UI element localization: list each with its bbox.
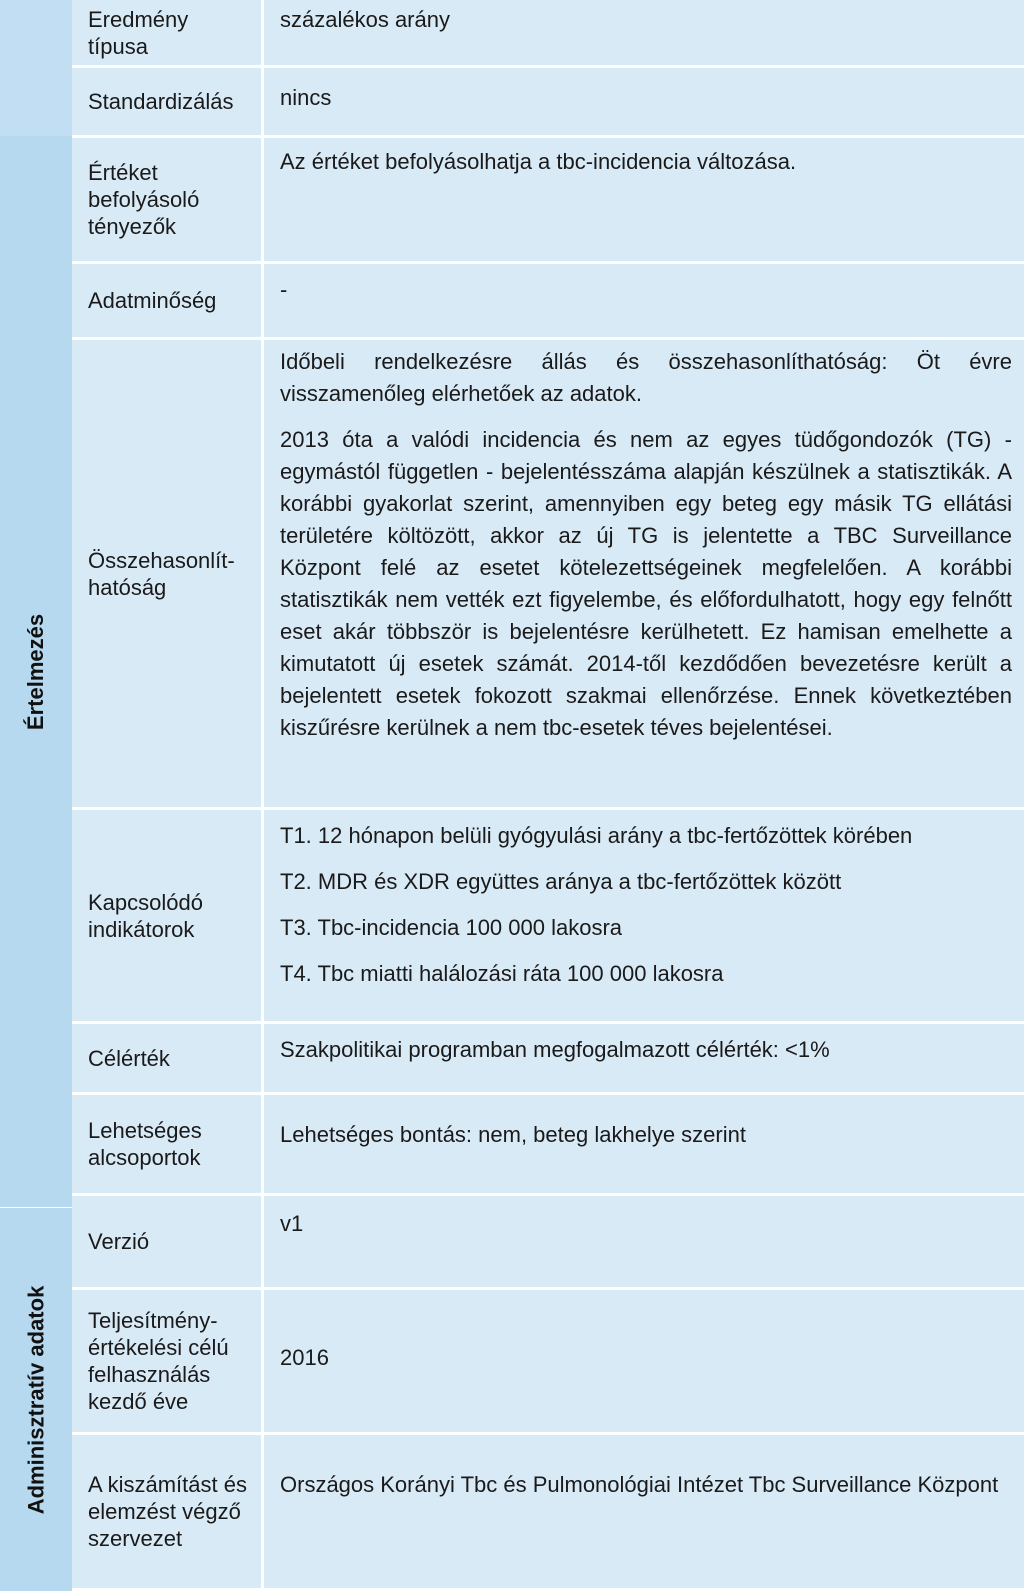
- row-label-eredmeny-tipusa: Eredmény típusa: [72, 0, 264, 68]
- list-item: T4. Tbc miatti halálozási ráta 100 000 lakosra: [280, 961, 724, 986]
- section-label-adminisztrativ: Adminisztratív adatok: [23, 1285, 49, 1514]
- row-value-szervezet: [264, 1435, 1024, 1591]
- list-item: T1. 12 hónapon belüli gyógyulási arány a tbc-fertőzöttek körében: [280, 823, 913, 848]
- row-value-kapcsolodo-indikatorok: [264, 810, 1024, 1024]
- row-label-szervezet: A kiszámítást és elemzést végző szervezet: [72, 1435, 264, 1591]
- row-value-adatminoseg: -: [264, 264, 1024, 340]
- row-label-verzio: Verzió: [72, 1196, 264, 1290]
- row-label-adatminoseg: Adatminőség: [72, 264, 264, 340]
- section-label-ertelmezes: Értelmezés: [23, 613, 48, 731]
- row-label-kapcsolodo-indikatorok: Kapcsolódó indikátorok: [72, 810, 264, 1024]
- section-ertelmezes: [0, 136, 72, 1208]
- row-value-celertek: Szakpolitikai programban megfogalmazott célérték: <1%: [264, 1024, 1024, 1095]
- row-label-osszehasonlithatosag: Összehasonlít-hatóság: [72, 340, 264, 810]
- section-band-top: [0, 0, 72, 136]
- row-value-kezdo-ev: 2016: [264, 1290, 1024, 1435]
- list-item: T3. Tbc-incidencia 100 000 lakosra: [280, 915, 623, 940]
- row-label-celertek: Célérték: [72, 1024, 264, 1095]
- paragraph-modszertani-valtozas: 2013 óta a valódi incidencia és nem az egyes tüdőgondozók (TG) - egymástól független - bejelentésszáma alapján készülnek a statisztikák. A korábbi gyakorlat szerint, amennyiben egy beteg egy másik TG ellátási területére költözött, akkor az új TG is jelentette a TBC Surveillance Központ felé az esetet kötelezettségeinek megfelelően. A korábbi statisztikák nem vették ezt figyelembe, és előfordulhatott, hogy egy felnőtt eset akár többször is bejelentésre kerülhetett. Ez hamisan emelhette a kimutatott új esetek számát. 2014-től kezdődően bevezetésre került a bejelentett esetek fokozott szakmai ellenőrzése. Ennek következtében kiszűrésre kerülnek a nem tbc-esetek téves bejelentései.: [280, 427, 1012, 740]
- section-adminisztrativ: [0, 1208, 72, 1591]
- indicator-table: [72, 0, 1024, 1591]
- list-item: T2. MDR és XDR együttes aránya a tbc-fertőzöttek között: [280, 869, 842, 894]
- row-label-befolyasolo-tenyezok: Értéket befolyásoló tényezők: [72, 138, 264, 264]
- row-label-kezdo-ev: Teljesítmény-értékelési célú felhasználás kezdő éve: [72, 1290, 264, 1435]
- szervezet-text: Országos Korányi Tbc és Pulmonológiai Intézet Tbc Surveillance Központ: [280, 1472, 999, 1497]
- row-label-standardizalas: Standardizálás: [72, 68, 264, 138]
- row-value-alcsoportok: Lehetséges bontás: nem, beteg lakhelye szerint: [264, 1095, 1024, 1196]
- paragraph-idobeli-rendelkezesre-allas: Időbeli rendelkezésre állás és összehasonlíthatóság: Öt évre visszamenőleg elérhetőek az adatok.: [280, 349, 1012, 406]
- row-value-befolyasolo-tenyezok: Az értéket befolyásolhatja a tbc-incidencia változása.: [264, 138, 1024, 264]
- row-value-osszehasonlithatosag: [264, 340, 1024, 810]
- row-value-verzio: v1: [264, 1196, 1024, 1290]
- row-label-alcsoportok: Lehetséges alcsoportok: [72, 1095, 264, 1196]
- row-value-eredmeny-tipusa: százalékos arány: [264, 0, 1024, 68]
- row-value-standardizalas: nincs: [264, 68, 1024, 138]
